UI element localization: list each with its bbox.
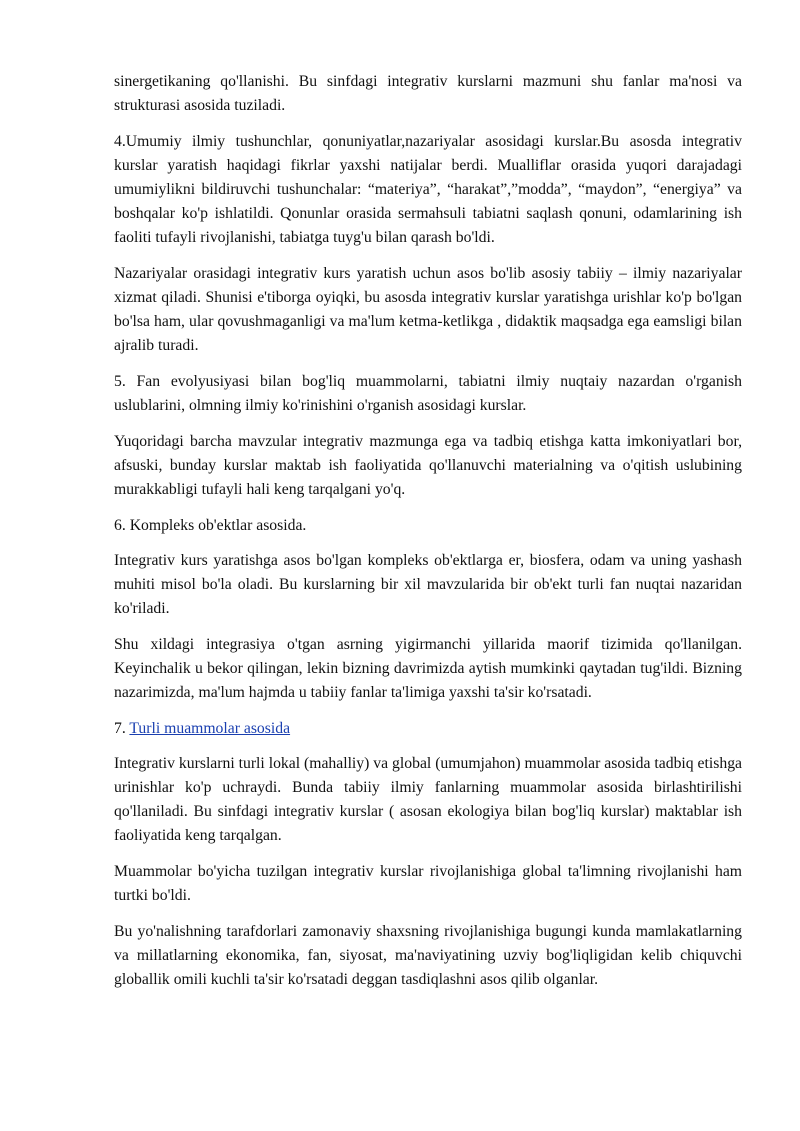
paragraph-theories: Nazariyalar orasidagi integrativ kurs yaratish uchun asos bo'lib asosiy tabiiy – ilmiy nazariyalar xizmat qiladi. Shunisi e'tiborga oyiqki, bu asosda integrativ kurslar yaratishga urishlar ko'p bo'lgan bo'lsa ham, ular qovushmaganligi va ma'lum ketma-ketlikga , didaktik maqsadga ega eamsligi bilan ajralib turadi. xyxy=(114,265,742,354)
section-7-link[interactable]: Turli muammolar asosida xyxy=(129,720,291,737)
section-7-number: 7. xyxy=(114,720,126,737)
paragraph-globalism: Bu yo'nalishning tarafdorlari zamonaviy shaxsning rivojlanishiga bugungi kunda mamlakatlarning va millatlarning ekonomika, fan, siyosat, ma'naviyatining uzviy bog'liqligidan kelib chiquvchi globallik omili kuchli ta'sir ko'rsatadi deggan tasdiqlashni asos qilib olganlar. xyxy=(114,923,742,988)
paragraph-section-5: 5. Fan evolyusiyasi bilan bog'liq muammolarni, tabiatni ilmiy nuqtaiy nazardan o'rganish uslublarini, olmning ilmiy ko'rinishini o'rganish asosidagi kurslar. xyxy=(114,373,742,414)
paragraph-intro-continuation: sinergetikaning qo'llanishi. Bu sinfdagi integrativ kurslarni mazmuni shu fanlar ma'nosi va strukturasi asosida tuziladi. xyxy=(114,73,742,114)
paragraph-problems-based: Integrativ kurslarni turli lokal (mahalliy) va global (umumjahon) muammolar asosida tadbiq etishga urinishlar ko'p uchraydi. Bunda tabiiy ilmiy fanlarning muammolar asosida birlashtirilishi qo'llaniladi. Bu sinfdagi integrativ kurslar ( asosan ekologiya bilan bog'liq kurslar) maktablar ish faoliyatida keng tarqalgan. xyxy=(114,755,742,844)
section-7-heading xyxy=(114,717,742,741)
paragraph-topics-summary: Yuqoridagi barcha mavzular integrativ mazmunga ega va tadbiq etishga katta imkoniyatlari bor, afsuski, bunday kurslar maktab ish faoliyatida qo'llanuvchi materialning va o'qitish uslubining murakkabligi tufayli hali keng tarqalgani yo'q. xyxy=(114,433,742,498)
paragraph-section-4: 4.Umumiy ilmiy tushunchlar, qonuniyatlar,nazariyalar asosidagi kurslar.Bu asosda integrativ kurslar yaratish haqidagi fikrlar yaxshi natijalar berdi. Mualliflar orasida yuqori darajadagi umumiylikni bildiruvchi tushunchalar: “materiya”, “harakat”,”modda”, “maydon”, “energiya” va boshqalar ko'p ishlatildi. Qonunlar orasida sermahsuli tabiatni saqlash qonuni, odamlarining ish faoliti tufayli rivojlanishi, tabiatga tuyg'u bilan qarash bo'ldi. xyxy=(114,133,742,246)
paragraph-integration-history: Shu xildagi integrasiya o'tgan asrning yigirmanchi yillarida maorif tizimida qo'llanilgan. Keyinchalik u bekor qilingan, lekin bizning davrimizda aytish mumkinki qaytadan tug'ildi. Bizning nazarimizda, ma'lum hajmda u tabiiy fanlar ta'limiga yaxshi ta'sir ko'rsatadi. xyxy=(114,636,742,701)
paragraph-complex-objects: Integrativ kurs yaratishga asos bo'lgan kompleks ob'ektlarga er, biosfera, odam va uning yashash muhiti misol bo'la oladi. Bu kurslarning bir xil mavzularida bir ob'ekt turli fan nuqtai nazaridan ko'riladi. xyxy=(114,552,742,617)
paragraph-section-6: 6. Kompleks ob'ektlar asosida. xyxy=(114,517,307,534)
document-page xyxy=(114,70,742,1004)
paragraph-global-education: Muammolar bo'yicha tuzilgan integrativ kurslar rivojlanishiga global ta'limning rivojlanishi ham turtki bo'ldi. xyxy=(114,863,742,904)
